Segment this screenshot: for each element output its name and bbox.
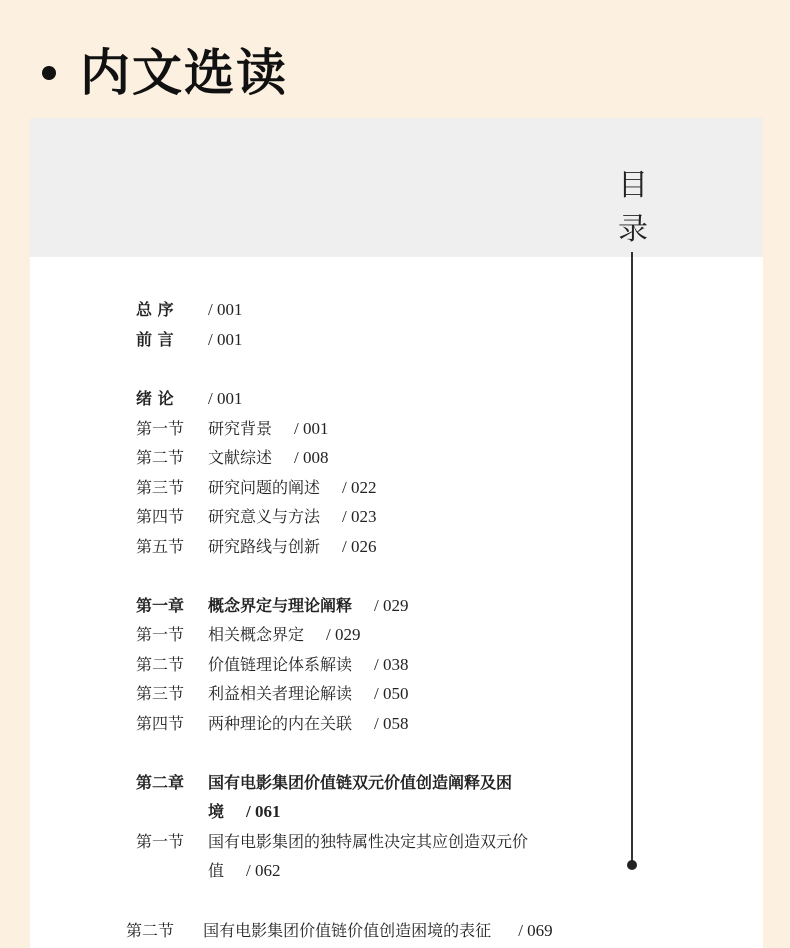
- toc-chapter: [136, 596, 409, 616]
- toc-chapter-title: 概念界定与理论阐释: [208, 596, 353, 615]
- toc-entry-label: 第三节: [136, 684, 185, 703]
- toc-vertical-line: [631, 252, 633, 864]
- toc-entry-label: 第三节: [136, 478, 185, 497]
- toc-entry-label: 第四节: [136, 714, 185, 733]
- toc-entry: [136, 714, 409, 734]
- toc-entry-title-block: [208, 827, 533, 885]
- toc-entry: [136, 419, 329, 439]
- bullet-dot-icon: [42, 66, 56, 80]
- toc-entry-title: 价值链理论体系解读: [208, 655, 353, 674]
- toc-line-end-dot: [627, 860, 637, 870]
- toc-entry: [136, 389, 242, 409]
- toc-entry-label: 总 序: [136, 300, 174, 319]
- toc-entry-page: / 062: [246, 861, 281, 880]
- toc-entry-title: 研究背景: [208, 419, 273, 438]
- toc-entry: [136, 507, 377, 527]
- toc-entry-label: 第二节: [136, 448, 185, 467]
- toc-entry-label: 第一节: [136, 419, 185, 438]
- toc-entry-page: / 001: [208, 330, 243, 349]
- toc-entry-page: / 026: [342, 537, 377, 556]
- toc-entry-page: / 069: [518, 921, 553, 940]
- toc-title-char: 录: [618, 212, 648, 247]
- toc-entry-page: / 001: [208, 389, 243, 408]
- toc-card: [30, 118, 763, 948]
- toc-entry-title: 两种理论的内在关联: [208, 714, 353, 733]
- toc-chapter: [136, 768, 533, 826]
- toc-chapter-label: 第一章: [136, 596, 185, 615]
- toc-entry-label: 前 言: [136, 330, 174, 349]
- toc-entry-label: 第二节: [126, 921, 175, 940]
- toc-entry: [136, 478, 377, 498]
- toc-entry-page: / 058: [374, 714, 409, 733]
- toc-entry-title: 国有电影集团的独特属性决定其应创造双元价值: [208, 832, 529, 880]
- toc-entry-title: 研究路线与创新: [208, 537, 321, 556]
- toc-entry: [136, 684, 409, 704]
- toc-entry: [136, 537, 377, 557]
- toc-entry-label: 第一节: [136, 625, 185, 644]
- toc-entry-title: 研究意义与方法: [208, 507, 321, 526]
- section-header: [42, 34, 288, 104]
- toc-chapter-title: 国有电影集团价值链双元价值创造阐释及困境: [208, 773, 513, 821]
- toc-entry-label: 第一节: [136, 832, 185, 851]
- toc-title-char: 目: [618, 168, 648, 203]
- toc-entry-label: 第五节: [136, 537, 185, 556]
- toc-entry-page: / 038: [374, 655, 409, 674]
- toc-entry-title: 文献综述: [208, 448, 273, 467]
- toc-entry-label: 第二节: [136, 655, 185, 674]
- toc-entry-title: 相关概念界定: [208, 625, 305, 644]
- toc-entry-page: / 001: [294, 419, 329, 438]
- toc-entry: [136, 300, 242, 320]
- toc-entry: [136, 625, 361, 645]
- toc-entry-page: / 023: [342, 507, 377, 526]
- toc-entry-page: / 022: [342, 478, 377, 497]
- toc-entry-title: 研究问题的阐述: [208, 478, 321, 497]
- toc-vertical-title: [618, 164, 648, 252]
- toc-chapter-page: / 061: [246, 802, 281, 821]
- toc-entry-cutoff: [126, 918, 553, 941]
- toc-header-band: [30, 118, 763, 257]
- toc-chapter-label: 第二章: [136, 773, 185, 792]
- toc-entry-title: 利益相关者理论解读: [208, 684, 353, 703]
- toc-chapter-page: / 029: [374, 596, 409, 615]
- toc-entry-title: 国有电影集团价值链价值创造困境的表征: [203, 921, 492, 940]
- section-title: 内文选读: [80, 43, 288, 102]
- toc-entry-page: / 029: [326, 625, 361, 644]
- toc-entry-label: 第四节: [136, 507, 185, 526]
- toc-chapter-title-block: [208, 768, 533, 826]
- toc-entry-page: / 008: [294, 448, 329, 467]
- toc-entry-label: 绪 论: [136, 389, 174, 408]
- toc-entry: [136, 655, 409, 675]
- toc-entry: [136, 448, 329, 468]
- toc-entry: [136, 330, 242, 350]
- toc-entry: [136, 827, 533, 885]
- toc-entry-page: / 001: [208, 300, 243, 319]
- toc-entry-page: / 050: [374, 684, 409, 703]
